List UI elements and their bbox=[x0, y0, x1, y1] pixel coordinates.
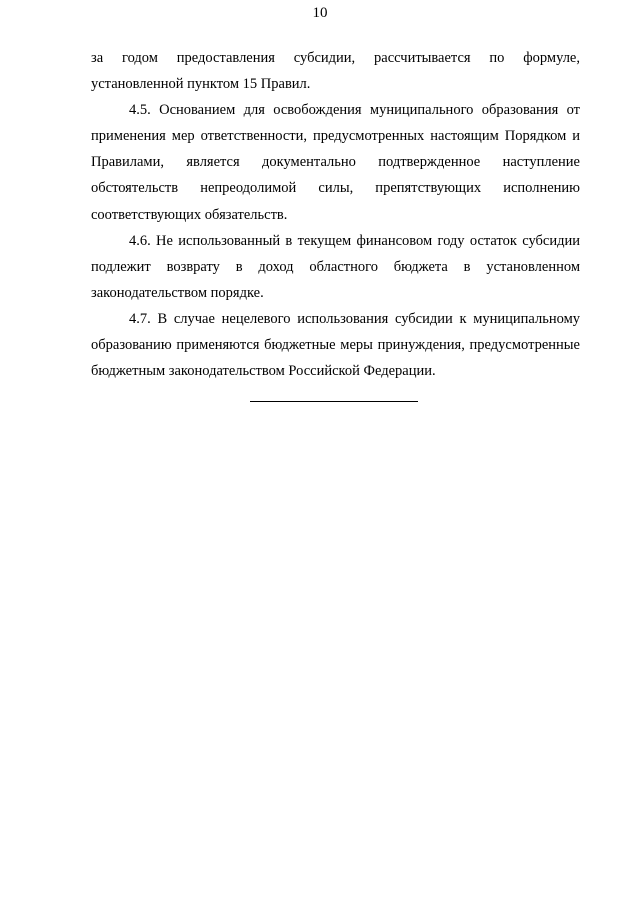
document-body bbox=[91, 45, 580, 384]
paragraph-4-7: 4.7. В случае нецелевого использования субсидии к муниципальному образованию применяются бюджетные меры принуждения, предусмотренные бюджетным законодательством Российской Федерации. bbox=[91, 310, 580, 380]
end-divider-line bbox=[250, 401, 418, 402]
paragraph-4-5: 4.5. Основанием для освобождения муниципального образования от применения мер ответственности, предусмотренных настоящим Порядком и Правилами, является документально подтвержденное наступление обстоятельств непреодолимой силы, препятствующих исполнению соответствующих обязательств. bbox=[91, 102, 580, 223]
paragraph-continuation: за годом предоставления субсидии, рассчитывается по формуле, установленной пунктом 15 Правил. bbox=[91, 50, 580, 93]
page-number: 10 bbox=[312, 5, 328, 21]
paragraph-4-6: 4.6. Не использованный в текущем финансовом году остаток субсидии подлежит возврату в доход областного бюджета в установленном законодательством порядке. bbox=[91, 232, 580, 301]
